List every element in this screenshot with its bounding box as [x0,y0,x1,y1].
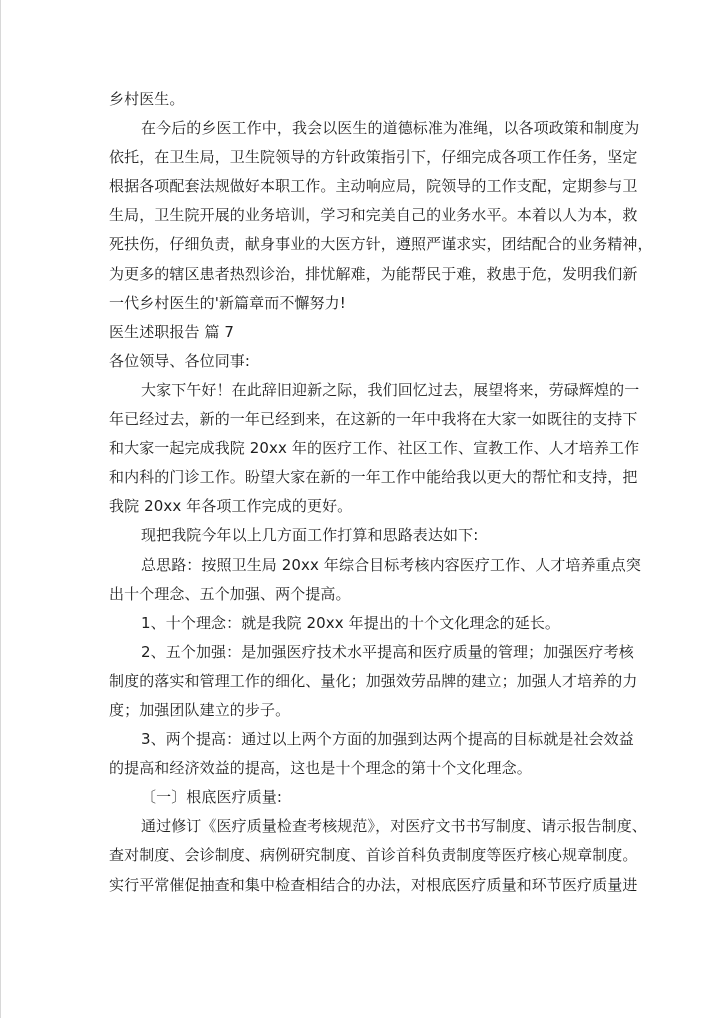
paragraph-line: 1、十个理念：就是我院 20xx 年提出的十个文化理念的延长。 [141,613,561,632]
paragraph-line: 根据各项配套法规做好本职工作。主动响应局，院领导的工作支配，定期参与卫 [109,177,638,196]
paragraph-line: 大家下午好！在此辞旧迎新之际，我们回忆过去，展望将来，劳碌辉煌的一 [141,380,640,399]
paragraph-line: 生局，卫生院开展的业务培训，学习和完美自己的业务水平。本着以人为本，救 [109,206,638,225]
paragraph-line: 现把我院今年以上几方面工作打算和思路表达如下: [141,526,479,545]
paragraph-line: 和大家一起完成我院 20xx 年的医疗工作、社区工作、宣教工作、人才培养工作 [109,439,640,458]
paragraph-line: 通过修订《医疗质量检查考核规范》，对医疗文书书写制度、请示报告制度、 [141,817,647,836]
paragraph-line: 依托，在卫生局，卫生院领导的方针政策指引下，仔细完成各项工作任务，坚定 [109,148,638,167]
paragraph-line: 3、两个提高：通过以上两个方面的加强到达两个提高的目标就是社会效益 [141,730,634,749]
paragraph-line: 〔一〕根底医疗质量: [141,788,283,807]
paragraph-line: 出十个理念、五个加强、两个提高。 [109,584,351,603]
paragraph-line: 2、五个加强：是加强医疗技术水平提高和医疗质量的管理；加强医疗考核 [141,642,634,661]
paragraph-line: 死扶伤，仔细负责，献身事业的大医方针，遵照严谨求实，团结配合的业务精神， [109,235,653,254]
paragraph-line: 总思路：按照卫生局 20xx 年综合目标考核内容医疗工作、人才培养重点突 [141,555,641,574]
paragraph-line: 乡村医生。 [109,90,185,108]
paragraph-line: 一代乡村医生的'新篇章而不懈努力! [109,293,346,312]
paragraph-line: 和内科的门诊工作。盼望大家在新的一年工作中能给我以更大的帮忙和支持，把 [109,468,638,487]
paragraph-line: 年已经过去，新的一年已经到来，在这新的一年中我将在大家一如既往的支持下 [109,410,638,429]
paragraph-line: 查对制度、会诊制度、病例研究制度、首诊首科负责制度等医疗核心规章制度。 [109,846,638,865]
paragraph-line: 我院 20xx 年各项工作完成的更好。 [109,497,353,516]
paragraph-line: 为更多的辖区患者热烈诊治，排忧解难，为能帮民于难，救患于危，发明我们新 [109,264,638,283]
paragraph-line: 度；加强团队建立的步子。 [109,700,291,719]
paragraph-line: 实行平常催促抽查和集中检查相结合的办法，对根底医疗质量和环节医疗质量进 [109,875,638,894]
salutation: 各位领导、各位同事: [109,351,251,370]
section-heading: 医生述职报告 篇 7 [109,322,235,341]
document-body [109,85,653,900]
paragraph-line: 的提高和经济效益的提高，这也是十个理念的第十个文化理念。 [109,759,532,778]
paragraph-line: 在今后的乡医工作中，我会以医生的道德标准为准绳，以各项政策和制度为 [141,119,640,138]
paragraph-line: 制度的落实和管理工作的细化、量化；加强效劳品牌的建立；加强人才培养的力 [109,671,638,690]
